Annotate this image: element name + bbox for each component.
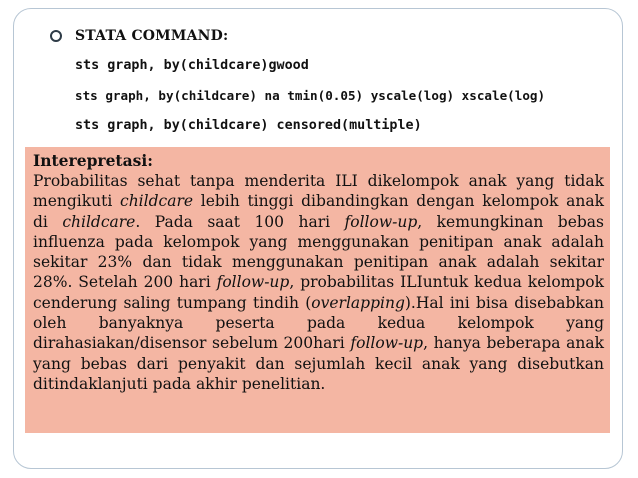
- stata-command-heading: STATA COMMAND:: [75, 28, 229, 44]
- emphasis-term: overlapping: [311, 293, 405, 312]
- bullet-circle-icon: [50, 30, 62, 42]
- interpretation-text: [33, 171, 604, 394]
- text-segment: , probabilitas ILIuntuk kedua kelompok cenderung saling tumpang tindih (: [33, 273, 605, 312]
- text-segment: Probabilitas sehat tanpa menderita ILI dikelompok anak yang tidak mengikuti: [33, 172, 604, 211]
- emphasis-term: follow-up: [350, 334, 424, 353]
- command-line-3: sts graph, by(childcare) censored(multiple): [75, 118, 422, 133]
- text-segment: , kemungkinan bebas influenza pada kelompok yang menggunakan penitipan anak adalah sekitar 23% dan tidak menggunakan penitipan anak adalah sekitar 28%. Setelah 200 hari: [33, 212, 604, 292]
- text-segment: , hanya beberapa anak yang bebas dari penyakit dan sejumlah kecil anak yang disebutkan ditindaklanjuti pada akhir penelitian.: [33, 334, 604, 393]
- text-segment: ).Hal ini bisa disebabkan oleh banyaknya peserta pada kedua kelompok yang dirahasiakan/disensor sebelum 200hari: [33, 293, 604, 353]
- emphasis-term: follow-up: [216, 273, 290, 292]
- interpretation-box: [25, 147, 610, 433]
- emphasis-term: childcare: [120, 192, 194, 211]
- emphasis-term: childcare: [62, 212, 136, 231]
- text-segment: lebih tinggi dibandingkan dengan kelompok anak di: [33, 192, 604, 231]
- interpretation-title: Interepretasi:: [33, 151, 153, 170]
- text-segment: . Pada saat 100 hari: [135, 212, 345, 231]
- command-line-2: sts graph, by(childcare) na tmin(0.05) yscale(log) xscale(log): [75, 88, 546, 103]
- emphasis-term: follow-up: [344, 212, 418, 231]
- command-line-1: sts graph, by(childcare)gwood: [75, 58, 309, 73]
